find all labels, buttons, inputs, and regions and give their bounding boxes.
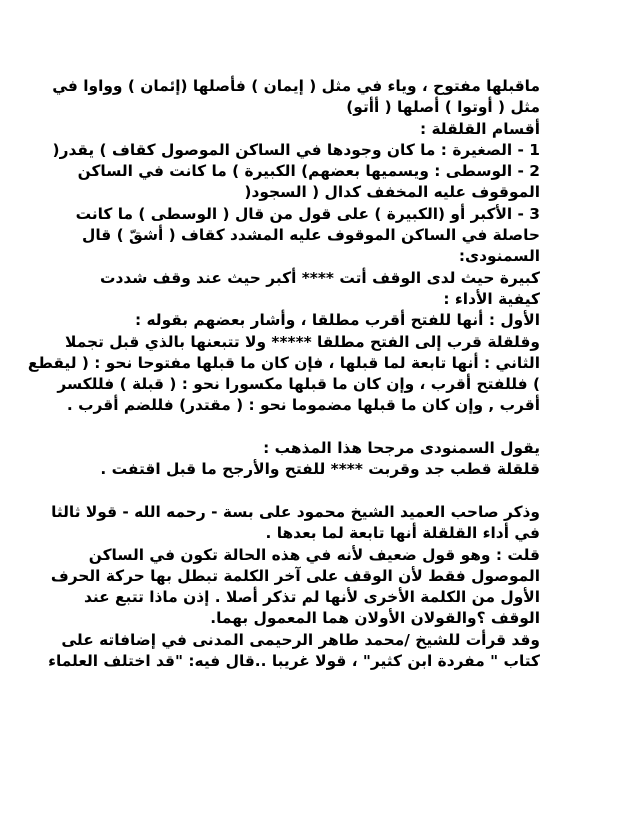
text-line: كتاب " مفردة ابن كثير" ، قولا غريبا ..قال فيه: "قد اختلف العلماء xyxy=(48,652,540,671)
text-line: مثل ( أوتوا ) أصلها ( أأتو) xyxy=(346,98,540,117)
text-line: الموقوف عليه المخفف كدال ( السجود( xyxy=(244,183,540,202)
text-line: ماقبلها مفتوح ، وياء في مثل ( إيمان ) فأصلها (إئمان ) وواوا في xyxy=(52,77,540,95)
verse-line: كبيرة حيث لدى الوقف أتت **** أكبر حيث عند وقف شددت xyxy=(100,268,540,287)
text-line: يقول السمنودى مرجحا هذا المذهب : xyxy=(263,439,540,458)
paragraph-spacer xyxy=(100,417,540,438)
text-line: الأول من الكلمة الأخرى لأنها لم تذكر أصلا . إذن ماذا تتبع عند xyxy=(83,588,540,607)
text-line: 1 - الصغيرة : ما كان وجودها في الساكن الموصول كقاف ) يقدر( xyxy=(52,140,540,159)
text-line: السمنودى: xyxy=(458,247,540,266)
text-line: الموصول فقط لأن الوقف على آخر الكلمة تبطل بها حركة الحرف xyxy=(50,566,540,585)
text-line: حاصلة في الساكن الموقوف عليه المشدد كقاف ( أشقّ ) قال xyxy=(82,226,540,245)
text-line: قلت : وهو قول ضعيف لأنه في هذه الحالة تكون في الساكن xyxy=(88,545,540,564)
text-line: ) فللفتح أقرب ، وإن كان ما قبلها مكسورا نحو : ( قبلة ) فللكسر xyxy=(57,375,540,394)
text-line: 3 - الأكبر أو (الكبيرة ) على قول من قال ( الوسطى ) ما كانت xyxy=(75,204,540,223)
paragraph-spacer xyxy=(100,481,540,502)
section-heading: أقسام القلقلة : xyxy=(419,119,540,138)
text-line: 2 - الوسطى : ويسميها بعضهم) الكبيرة ) ما كانت في الساكن xyxy=(77,162,540,181)
verse-line: قلقلة قطب جد وقربت **** للفتح والأرجح ما قبل اقتفت . xyxy=(100,460,540,479)
text-line: الثاني : أنها تابعة لما قبلها ، فإن كان ما قبلها مفتوحا نحو : ( ليقطع xyxy=(27,353,540,372)
text-line: في أداء القلقلة أنها تابعة لما بعدها . xyxy=(265,524,540,543)
text-line: وقد قرأت للشيخ /محمد طاهر الرحيمى المدنى في إضافاته على xyxy=(61,630,540,649)
text-line: أقرب , وإن كان ما قبلها مضموما نحو : ( مقتدر) فللضم أقرب . xyxy=(66,396,540,415)
text-line: وذكر صاحب العميد الشيخ محمود على بسة - رحمه الله - قولا ثالثا xyxy=(51,502,540,521)
section-heading: كيفية الأداء : xyxy=(443,289,540,308)
text-line: الأول : أنها للفتح أقرب مطلقا ، وأشار بعضهم بقوله : xyxy=(134,311,540,330)
text-line: الوقف ؟والقولان الأولان هما المعمول بهما. xyxy=(210,609,540,628)
verse-line: وقلقلة قرب إلى الفتح مطلقا ***** ولا تتبعنها بالذي قبل تجملا xyxy=(65,332,540,351)
document-body xyxy=(27,76,540,672)
